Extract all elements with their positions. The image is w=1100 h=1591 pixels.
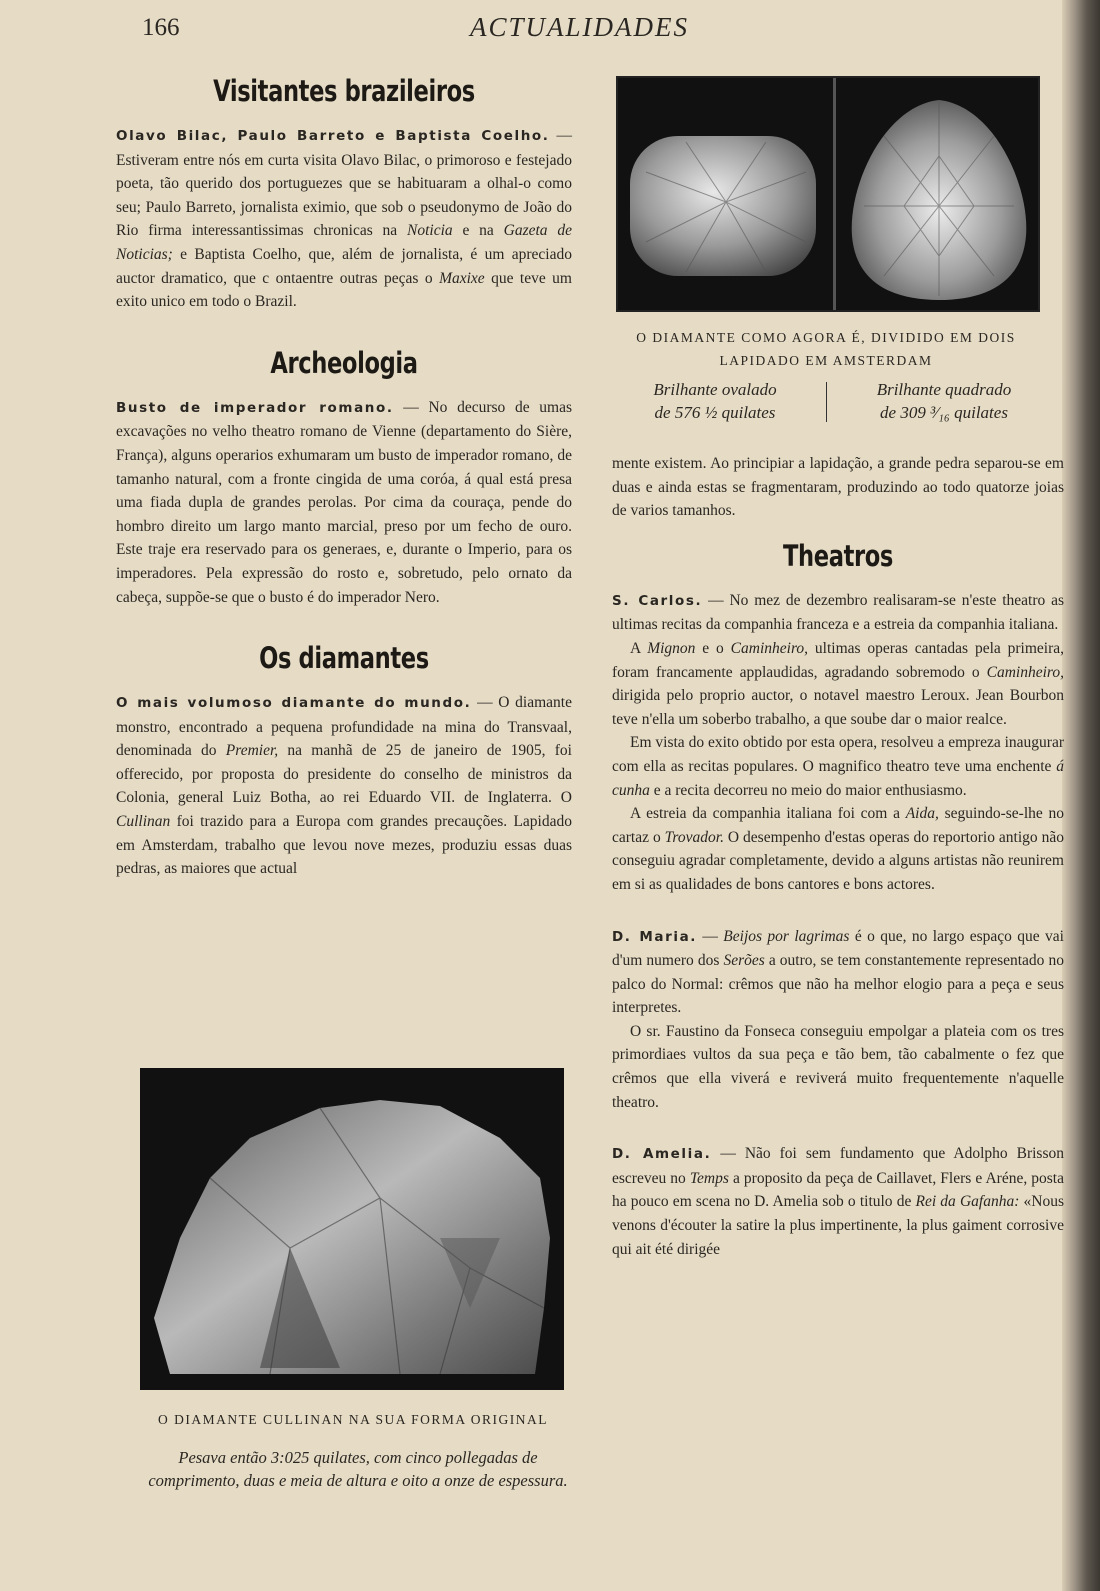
text-segment: ultimas operas cantadas pela primeira, foram francamente applaudidas, agradando sobremodo o [612,639,1065,681]
page-number: 166 [142,14,180,41]
spacer [116,314,572,342]
running-title: ACTUALIDADES [470,12,689,42]
italic-temps: Temps [689,1169,729,1187]
text-segment: — [697,927,724,945]
text-segment: e o [695,639,731,657]
subcaption-cullinan-rough: Pesava então 3:025 quilates, com cinco pollegadas de comprimento, duas e meia de altura e oito a onze de espessura. [148,1448,568,1490]
italic-beijos: Beijos por lagrimas [723,927,850,945]
section-title-archeologia: Archeologia [270,345,418,380]
caption-cullinan-rough: O DIAMANTE CULLINAN NA SUA FORMA ORIGINAL [157,1412,548,1427]
italic-seroes: Serões [723,952,765,970]
lead-d-amelia: D. Amelia. [612,1146,712,1163]
italic-trovador: Trovador. [664,828,724,846]
text-segment: «Nous venons d'écouter la satire la plus impertinente, la plus gaiment corrosive qui ait été dirigée [612,1193,1064,1258]
text-segment: é o que, no largo espaço que vai d'um numero dos [612,927,1064,970]
text-segment: e Baptista Coelho, que, além de jornalista, é um apreciado auctor dramatico, que c ontaentre outras peças o [116,245,572,287]
article-archeologia [116,396,572,609]
lead-d-maria: D. Maria. [612,928,698,945]
text-segment: Em vista do exito obtido por esta opera, resolveu a empreza inaugurar com ella as recitas populares. O magnifico theatro teve uma enchente [612,734,1064,775]
text-segment: — O diamante monstro, encontrado a pequena profundidade na mina do Transvaal, denominada do [116,694,572,760]
lead-visitantes: Olavo Bilac, Paulo Barreto e Baptista Coelho. [116,128,550,144]
photo-cullinan-rough [140,1068,564,1390]
italic-a-cunha: á cunha [612,757,1064,799]
caption-line: Brilhante quadrado [876,380,1012,399]
section-title-theatros: Theatros [782,538,893,573]
article-diamantes [116,691,572,881]
article-visitantes [116,124,572,314]
caption-cut-diamonds: O DIAMANTE COMO AGORA É, DIVIDIDO EM DOIS LAPIDADO EM AMSTERDAM [636,330,1016,368]
italic-premier: Premier, [225,742,279,760]
text-segment: A estreia da companhia italiana foi com a [630,805,906,823]
text-segment: dirigida pelo proprio auctor, o notavel maestro Leroux. Jean Bourbon teve n'ella um soberbo trabalho, a que soube dar o maior realce. [612,687,1064,728]
lead-diamantes: O mais volumoso diamante do mundo. [116,695,472,712]
text-segment: e a recita decorreu no meio do maior enthusiasmo. [649,781,967,799]
cullinan-rough-image [140,1068,564,1390]
article-d-amelia [612,1142,1064,1261]
spacer [612,523,1064,535]
italic-maxixe: Maxixe [439,269,485,287]
section-title-diamantes: Os diamantes [259,641,429,676]
italic-mignon: Mignon [647,639,696,657]
lead-archeologia: Busto de imperador romano. [116,399,394,416]
spacer [612,1114,1064,1142]
italic-cullinan: Cullinan [116,813,171,831]
italic-caminheiro: Caminheiro, [986,663,1064,681]
text-segment: que teve um exito unico em todo o Brazil. [116,269,572,311]
text-segment: a proposito da peça de Caillavet, Flers e Aréne, posta ha pouco em scena no D. Amelia sob o titulo de [612,1169,1064,1211]
spacer [612,897,1064,925]
text-segment: — No mez de dezembro realisaram-se n'este theatro as ultimas recitas da companhia franceza e a estreia da companhia italiana. [612,591,1065,634]
photo-divider [833,78,836,310]
text-segment: seguindo-se-lhe no cartaz o [612,805,1064,846]
caption-line: de 576 ½ quilates [654,403,776,422]
left-column [116,70,572,881]
right-column [612,452,1064,1261]
caption-divider [826,382,827,422]
article-diamantes-continued: mente existem. Ao principiar a lapidação, a grande pedra separou-se em duas e ainda estas se fragmentaram, produzindo ao todo quatorze joias de varios tamanhos. [612,455,1064,520]
italic-aida: Aida, [905,805,939,823]
photo-cut-diamonds [616,76,1040,312]
caption-line: de 309 ³⁄₁₆ quilates [880,403,1008,422]
text-segment: — Não foi sem fundamento que Adolpho Brisson escreveu no [612,1145,1064,1187]
italic-caminheiro: Caminheiro, [730,639,809,657]
section-title-visitantes: Visitantes brazileiros [213,74,475,108]
text-segment: a outro, se tem constantemente representado no palco do Normal: crêmos que não ha melhor elogio para a peça e seus interpretes. [612,952,1064,1017]
article-s-carlos [612,589,1064,637]
spacer [116,609,572,637]
text-segment: O desempenho d'estas operas do reportorio antigo não conseguiu agradar completamente, devido a alguns artistas não reunirem em si as qualidades de bons cantores e bons actores. [612,828,1064,893]
text-segment: — No decurso de umas excavações no velho theatro romano de Vienne (departamento do Sière, França), alguns operarios exhumaram um busto de imperador romano, de tamanho natural, com a fronte cingida de uma coróa, á qual está presa uma fiada dupla de grandes perolas. Por cima da couraça, pende do hombro direito um largo manto marcial, preso por um fecho de ouro. Este traje era reservado para os generaes, e, durante o Imperio, para os imperadores. Pela expressão do rosto e, sobretudo, pelo ornato da cabeça, suppõe-se que o busto é do imperador Nero. [116,398,573,606]
italic-gazeta: Gazeta de Noticias; [116,222,572,263]
caption-pear-brilliant [844,378,1044,424]
italic-noticia: Noticia [407,222,453,240]
paragraph [612,637,1064,731]
text-segment: na manhã de 25 de janeiro de 1905, foi offerecido, por proposta do presidente do conselho de ministros da Colonia, general Luiz Botha, ao rei Eduardo VII. de Inglaterra. O [116,742,572,807]
page-edge-shadow [1062,0,1100,1591]
oval-brilliant-image [626,132,826,282]
paragraph [612,731,1064,802]
caption-line: Brilhante ovalado [653,380,777,399]
text-segment: foi trazido para a Europa com grandes precauções. Lapidado em Amsterdam, trabalho que levou nove mezes, produziu essas duas pedras, as maiores que actual [116,813,572,878]
pear-brilliant-image [844,96,1034,304]
text-segment: A [630,639,648,657]
paragraph [612,802,1064,896]
article-d-maria [612,925,1064,1020]
paragraph: O sr. Faustino da Fonseca conseguiu empolgar a plateia com os tres primordiaes vultos da sua peça e tão bem, tão cabalmente o fez que crêmos que ella viverá e reviverá muito frequentemente n'aquelle theatro. [612,1022,1064,1111]
lead-s-carlos: S. Carlos. [612,592,703,609]
text-segment: e na [452,222,504,240]
caption-oval-brilliant [620,378,810,424]
italic-rei-da-gafanha: Rei da Gafanha: [915,1193,1020,1211]
text-segment: — Estiveram entre nós em curta visita Olavo Bilac, o primoroso e festejado poeta, tão querido dos portuguezes que se habituaram a olhal-o como seu; Paulo Barreto, jornalista eximio, que sob o pseudonymo de João do Rio firma interessantissimas chronicas na [116,127,573,240]
